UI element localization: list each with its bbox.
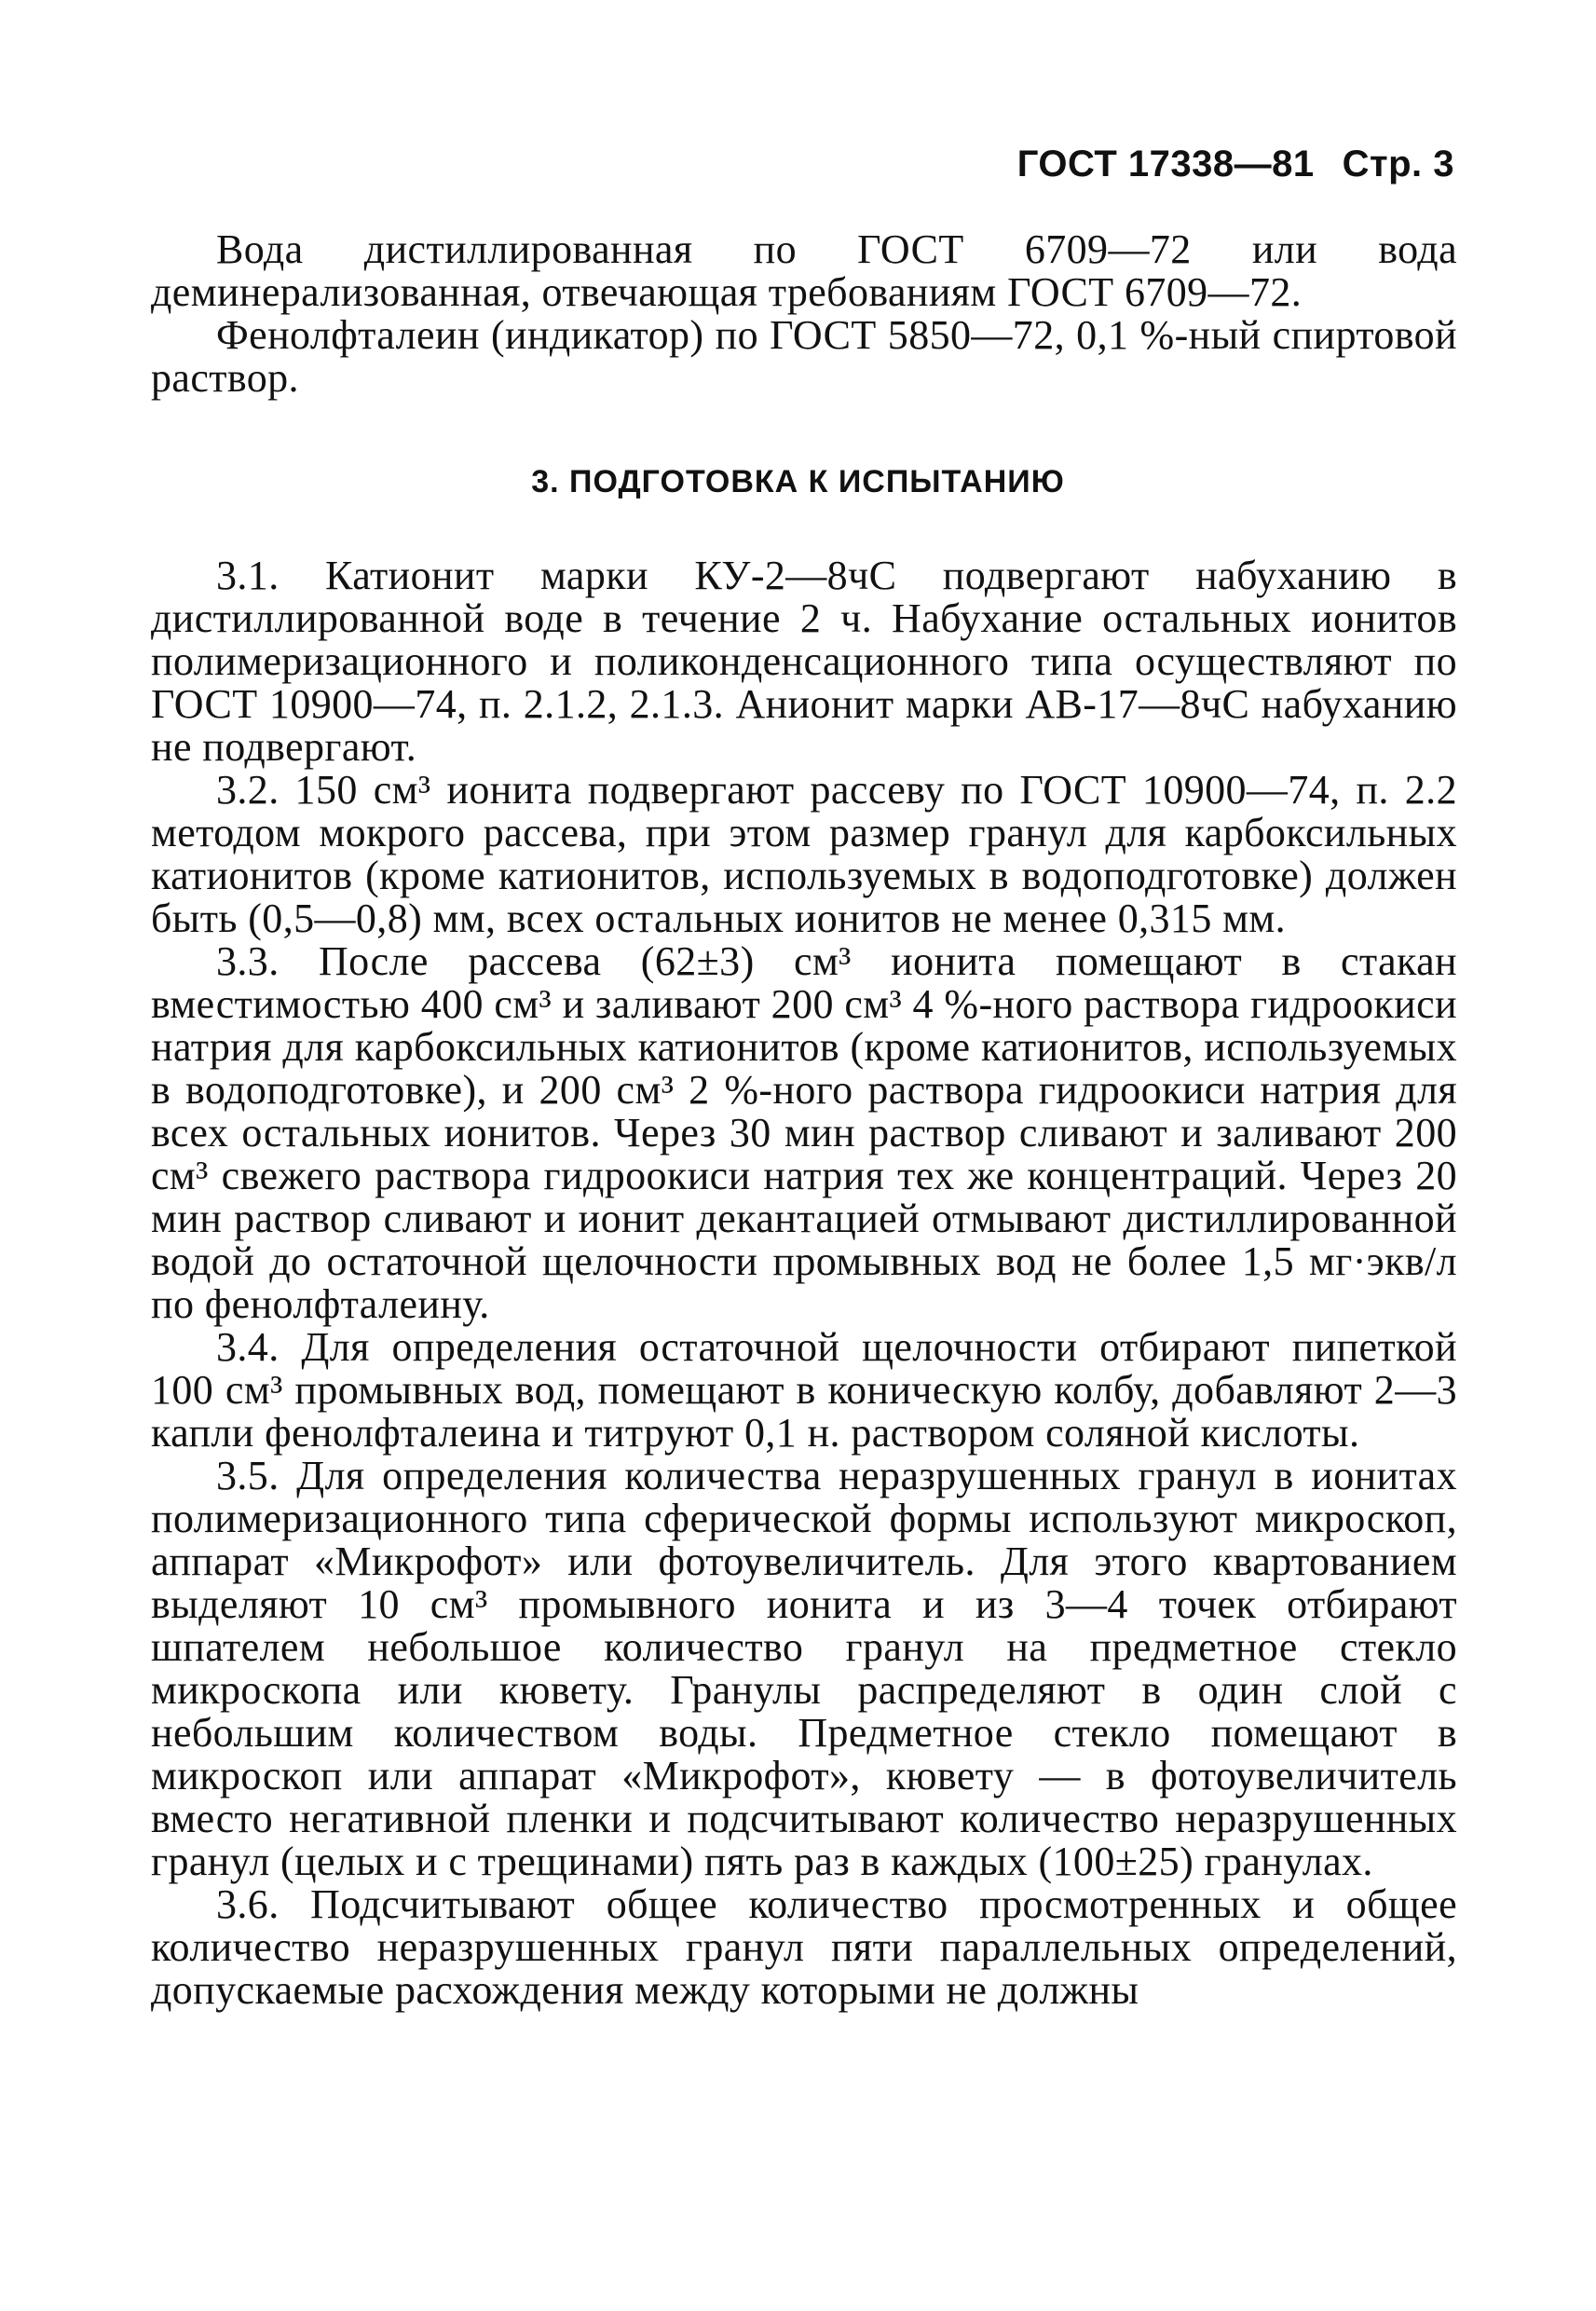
standard-number: ГОСТ 17338—81 [1016, 144, 1315, 185]
paragraph-3-5: 3.5. Для определения количества неразрушенных гранул в ионитах полимеризационного типа сферической формы используют микроскоп, аппарат «Микрофот» или фотоувеличитель. Для этого квартованием выделяют 10 см³ промывного ионита и из 3—4 точек отбирают шпателем небольшое количество гранул на предметное стекло микроскопа или кювету. Гранулы распределяют в один слой с небольшим количеством воды. Предметное стекло помещают в микроскоп или аппарат «Микрофот», кювету — в фотоувеличитель вместо негативной пленки и подсчитывают количество неразрушенных гранул (целых и с трещинами) пять раз в каждых (100±25) гранулах. [151, 1453, 1457, 1884]
section-heading: 3. ПОДГОТОВКА К ИСПЫТАНИЮ [531, 464, 1065, 499]
paragraph-phenolphthalein: Фенолфталеин (индикатор) по ГОСТ 5850—72, 0,1 %-ный спиртовой раствор. [151, 312, 1457, 401]
reagents-block [151, 228, 1457, 400]
section-body [151, 554, 1457, 2012]
paragraph-3-6: 3.6. Подсчитывают общее количество просмотренных и общее количество неразрушенных гранул пяти параллельных определений, допускаемые расхождения между которыми не должны [151, 1881, 1457, 2013]
paragraph-3-4: 3.4. Для определения остаточной щелочности отбирают пипеткой 100 см³ промывных вод, помещают в коническую колбу, добавляют 2—3 капли фенолфталеина и титруют 0,1 н. раствором соляной кислоты. [151, 1324, 1457, 1456]
paragraph-3-2: 3.2. 150 см³ ионита подвергают рассеву по ГОСТ 10900—74, п. 2.2 методом мокрого рассева, при этом размер гранул для карбоксильных катионитов (кроме катионитов, используемых в водоподготовке) должен быть (0,5—0,8) мм, всех остальных ионитов не менее 0,315 мм. [151, 767, 1457, 941]
paragraph-3-1: 3.1. Катионит марки КУ-2—8чС подвергают набуханию в дистиллированной воде в течение 2 ч. Набухание остальных ионитов полимеризационного и поликонденсационного типа осуществляют по ГОСТ 10900—74, п. 2.1.2, 2.1.3. Анионит марки АВ-17—8чС набуханию не подвергают. [151, 553, 1457, 770]
page-number: Стр. 3 [1342, 144, 1454, 185]
running-header [1017, 142, 1454, 186]
paragraph-distilled-water: Вода дистиллированная по ГОСТ 6709—72 или вода деминерализованная, отвечающая требованиям ГОСТ 6709—72. [151, 226, 1457, 315]
paragraph-3-3: 3.3. После рассева (62±3) см³ ионита помещают в стакан вместимостью 400 см³ и заливают 200 см³ 4 %-ного раствора гидроокиси натрия для карбоксильных катионитов (кроме катионитов, используемых в водоподготовке), и 200 см³ 2 %-ного раствора гидроокиси натрия для всех остальных ионитов. Через 30 мин раствор сливают и заливают 200 см³ свежего раствора гидроокиси натрия тех же концентраций. Через 20 мин раствор сливают и ионит декантацией отмывают дистиллированной водой до остаточной щелочности промывных вод не более 1,5 мг·экв/л по фенолфталеину. [151, 938, 1457, 1327]
